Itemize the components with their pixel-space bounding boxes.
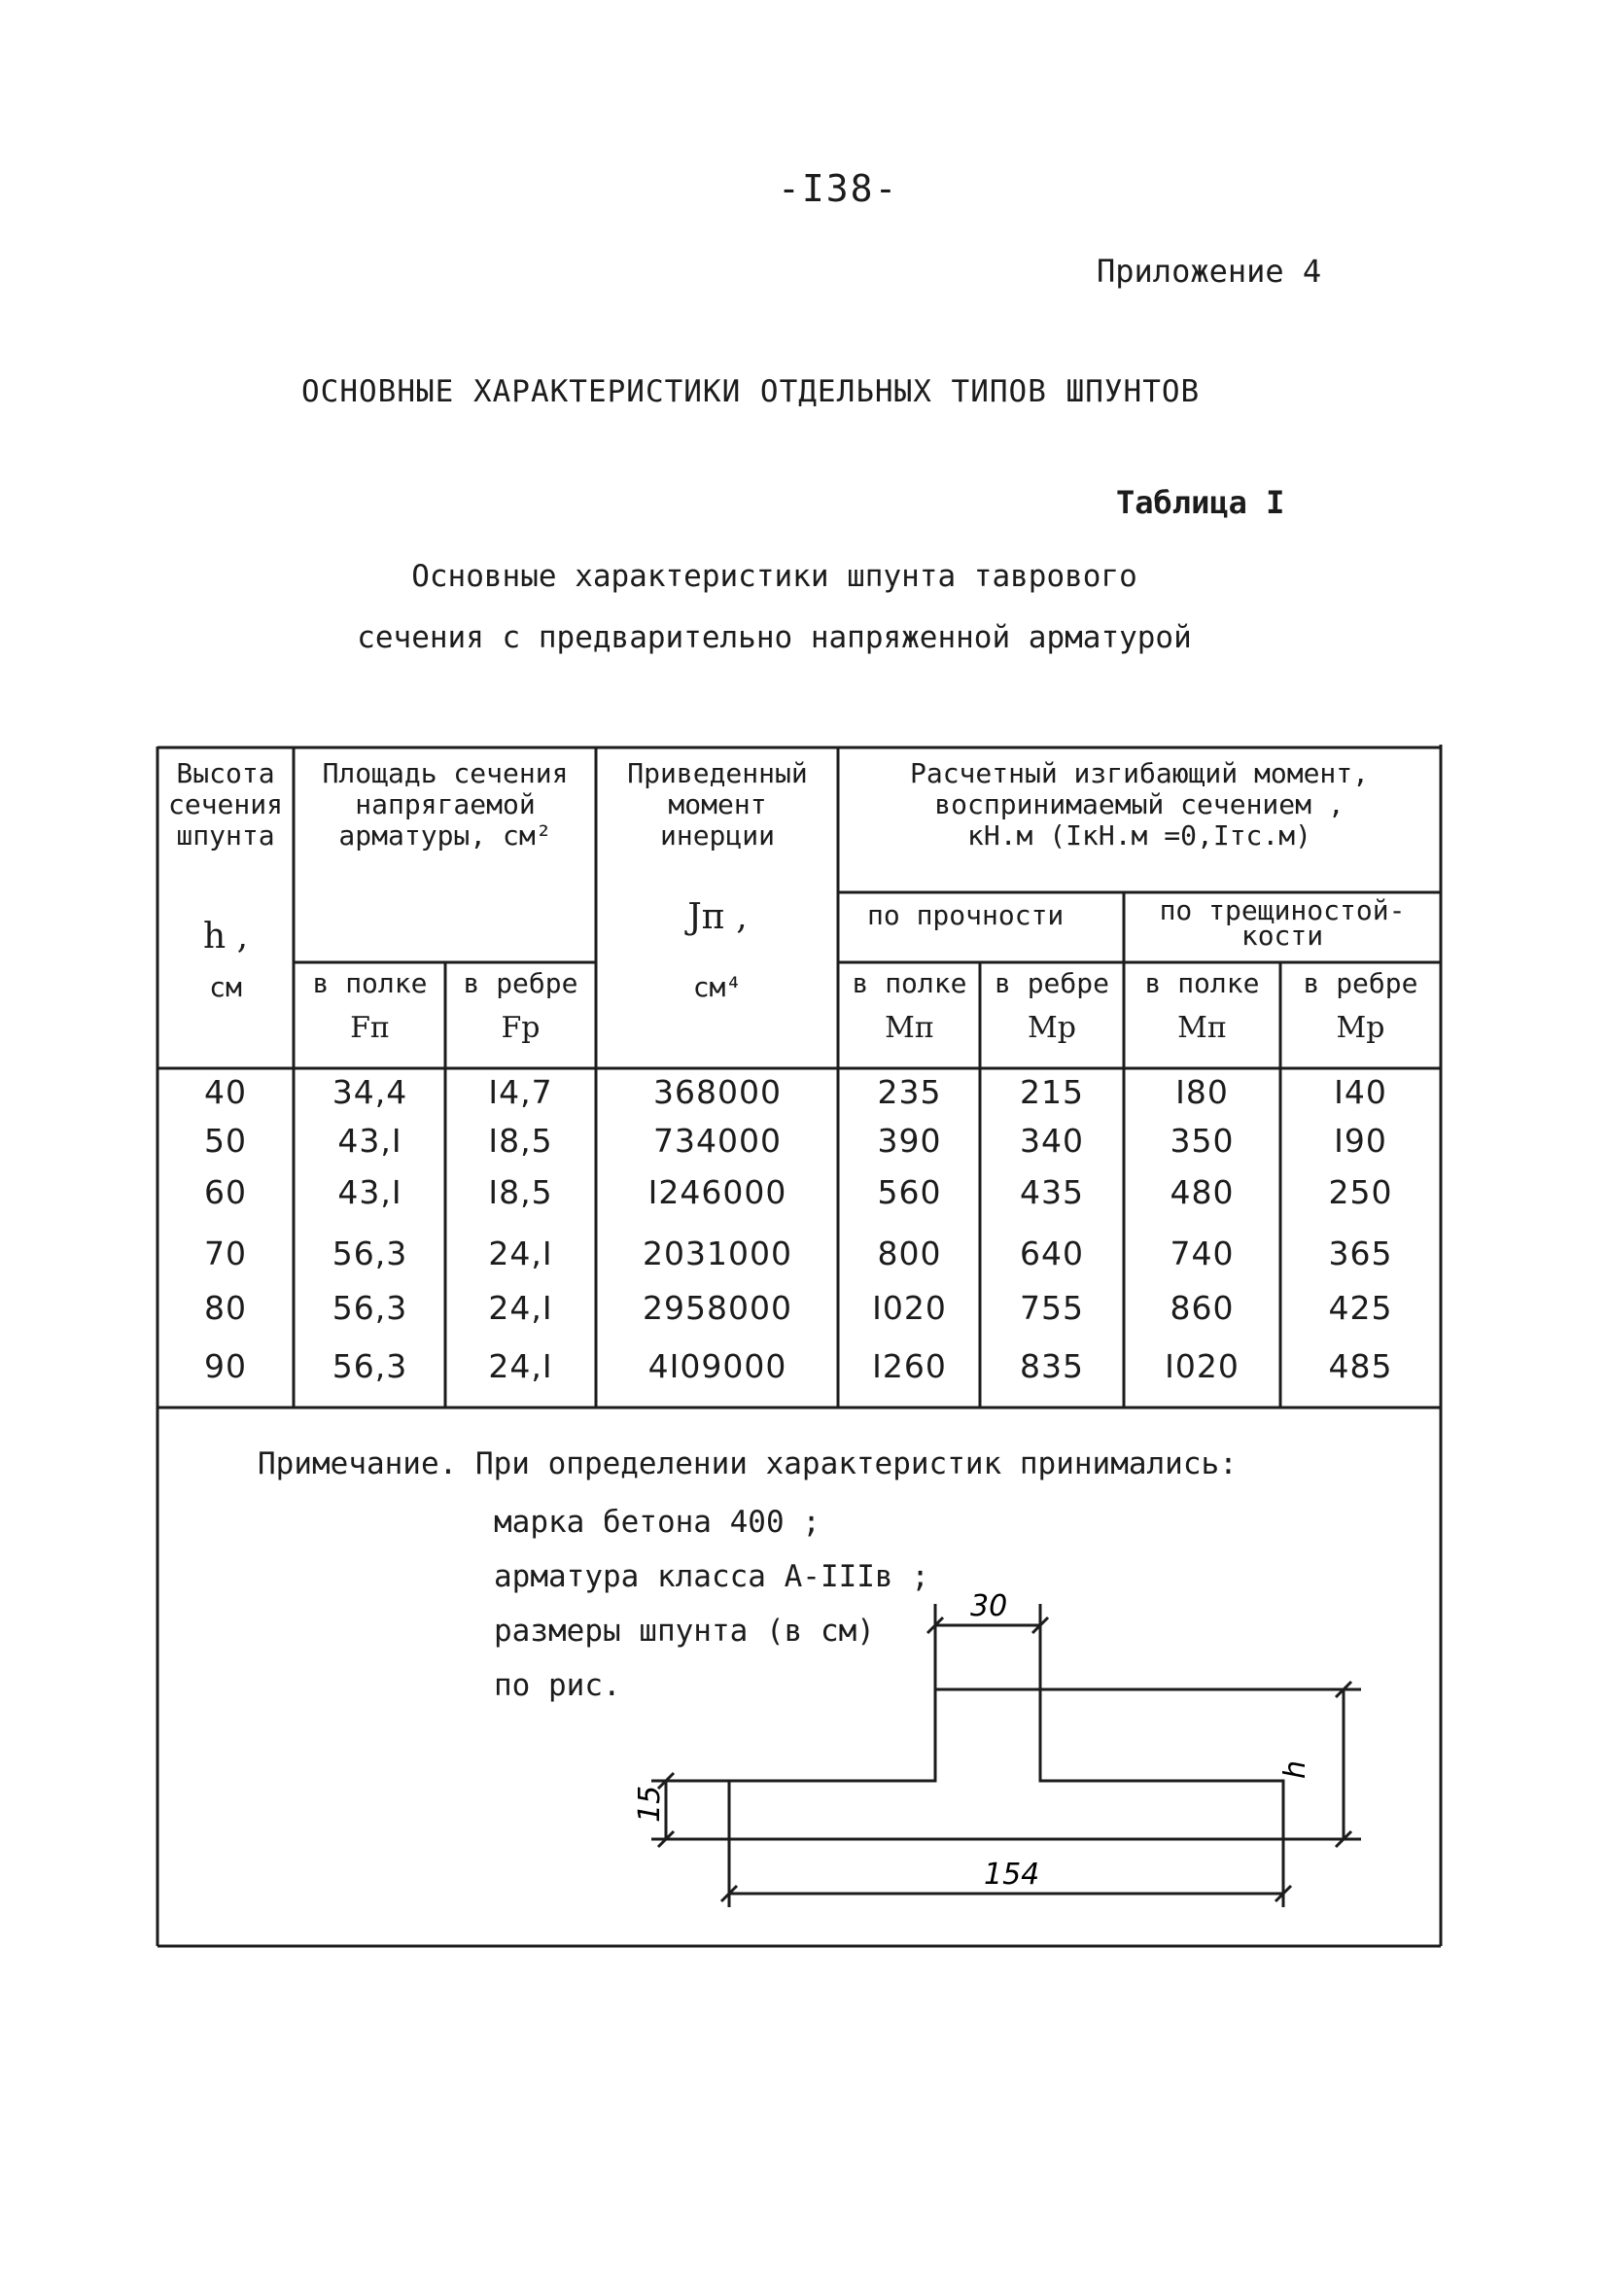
table-cell: 43,I (337, 1122, 402, 1160)
table-cell: 365 (1328, 1235, 1393, 1272)
header-inertia-line3: инерции (659, 819, 775, 852)
table-cell: 24,I (488, 1289, 553, 1327)
table-cell: 640 (1020, 1235, 1084, 1272)
note-line-figure-ref: по рис. (494, 1668, 621, 1703)
table-cell: 50 (204, 1122, 247, 1160)
header-moment-line3: кН.м (IкН.м =0,Iтс.м) (966, 819, 1311, 852)
header-moment-line2: воспринимаемый сечением , (934, 788, 1345, 820)
header-height-line1: Высота (176, 757, 275, 789)
header-area-flange: в полке (312, 967, 428, 999)
table-cell: 425 (1328, 1289, 1393, 1327)
table-cell: I020 (1165, 1347, 1240, 1385)
table-label: Таблица I (1116, 484, 1285, 521)
header-area-line3: арматуры, см² (338, 819, 552, 852)
table-cell: 80 (204, 1289, 247, 1327)
appendix-label: Приложение 4 (1097, 253, 1322, 290)
header-crack-line2: кости (1240, 920, 1324, 952)
header-area-line2: напрягаемой (355, 788, 536, 820)
header-height-symbol: h , (202, 917, 249, 957)
table-cell: I246000 (647, 1173, 787, 1211)
header-inertia-unit: см⁴ (692, 971, 743, 1003)
table-cell: 2958000 (643, 1289, 792, 1327)
header-crack-rib-symbol: Mр (1336, 1011, 1385, 1045)
table-cell: 390 (877, 1122, 942, 1160)
table-cell: 485 (1328, 1347, 1393, 1385)
header-crack-rib: в ребре (1303, 967, 1418, 999)
dimension-label-left: 15 (633, 1785, 667, 1823)
table-cell: 740 (1170, 1235, 1235, 1272)
header-crack-flange-symbol: Mп (1177, 1011, 1227, 1045)
table-cell: 480 (1170, 1173, 1235, 1211)
table-cell: I90 (1334, 1122, 1387, 1160)
table-cell: 835 (1020, 1347, 1084, 1385)
table-cell: 40 (204, 1073, 247, 1111)
header-area-line1: Площадь сечения (322, 757, 569, 789)
table-cell: 350 (1170, 1122, 1235, 1160)
header-inertia-symbol: Jп , (687, 897, 748, 937)
header-crack-flange: в полке (1144, 967, 1260, 999)
table-cell: 435 (1020, 1173, 1084, 1211)
header-moment-line1: Расчетный изгибающий момент, (909, 757, 1369, 789)
dimension-label-top: 30 (970, 1589, 1008, 1623)
table-cell: I8,5 (488, 1122, 553, 1160)
header-inertia-line1: Приведенный (627, 757, 808, 789)
table-cell: 56,3 (332, 1289, 408, 1327)
note-line-reinforcement: арматура класса А-IIIв ; (494, 1559, 929, 1594)
table-cell: 800 (877, 1235, 942, 1272)
table-cell: I40 (1334, 1073, 1387, 1111)
table-cell: 734000 (653, 1122, 782, 1160)
t-section-outline (729, 1689, 1283, 1839)
table-caption-line1: Основные характеристики шпунта таврового (411, 559, 1137, 594)
table-cell: 43,I (337, 1173, 402, 1211)
table-cell: 250 (1328, 1173, 1393, 1211)
table-cell: 860 (1170, 1289, 1235, 1327)
table-cell: I020 (872, 1289, 947, 1327)
table-cell: 340 (1020, 1122, 1084, 1160)
table-cell: I260 (872, 1347, 947, 1385)
table-cell: 24,I (488, 1347, 553, 1385)
section-title: ОСНОВНЫЕ ХАРАКТЕРИСТИКИ ОТДЕЛЬНЫХ ТИПОВ ШПУНТОВ (301, 374, 1201, 409)
table-cell: 368000 (653, 1073, 782, 1111)
table-cell: 2031000 (643, 1235, 792, 1272)
table-cell: 90 (204, 1347, 247, 1385)
note-heading: Примечание. При определении характеристик принимались: (258, 1446, 1238, 1481)
header-strength-rib-symbol: Mр (1028, 1011, 1076, 1045)
table-cell: 4I09000 (647, 1347, 787, 1385)
dimension-label-bottom: 154 (984, 1858, 1040, 1892)
table-cell: 560 (877, 1173, 942, 1211)
page-number: -I38- (778, 167, 899, 210)
header-strength-flange-symbol: Mп (885, 1011, 934, 1045)
header-strength-rib: в ребре (994, 967, 1109, 999)
table-cell: 56,3 (332, 1347, 408, 1385)
header-strength: по прочности (867, 899, 1065, 931)
table-cell: 34,4 (332, 1073, 408, 1111)
table-cell: I4,7 (488, 1073, 553, 1111)
table-cell: 24,I (488, 1235, 553, 1272)
table-cell: 755 (1020, 1289, 1084, 1327)
header-strength-flange: в полке (852, 967, 967, 999)
table-caption-line2: сечения с предварительно напряженной арматурой (357, 620, 1192, 655)
table-cell: 215 (1020, 1073, 1084, 1111)
table-cell: 70 (204, 1235, 247, 1272)
header-crack-line1: по трещиностой- (1159, 894, 1406, 926)
table-cell: I80 (1175, 1073, 1229, 1111)
table-cell: 60 (204, 1173, 247, 1211)
table-cell: 56,3 (332, 1235, 408, 1272)
table-cell: I8,5 (488, 1173, 553, 1211)
header-height-line3: шпунта (176, 819, 275, 852)
table-cell: 235 (877, 1073, 942, 1111)
header-area-rib-symbol: Fр (501, 1011, 541, 1045)
header-area-flange-symbol: Fп (350, 1011, 390, 1045)
header-area-rib: в ребре (463, 967, 578, 999)
header-height-line2: сечения (167, 788, 283, 820)
note-line-concrete: марка бетона 400 ; (494, 1505, 821, 1540)
header-height-unit: см (209, 971, 242, 1003)
note-line-dimensions: размеры шпунта (в см) (494, 1614, 875, 1649)
dimension-label-right: h (1278, 1759, 1312, 1779)
header-inertia-line2: момент (668, 788, 767, 820)
t-section-figure (622, 1584, 1400, 1915)
